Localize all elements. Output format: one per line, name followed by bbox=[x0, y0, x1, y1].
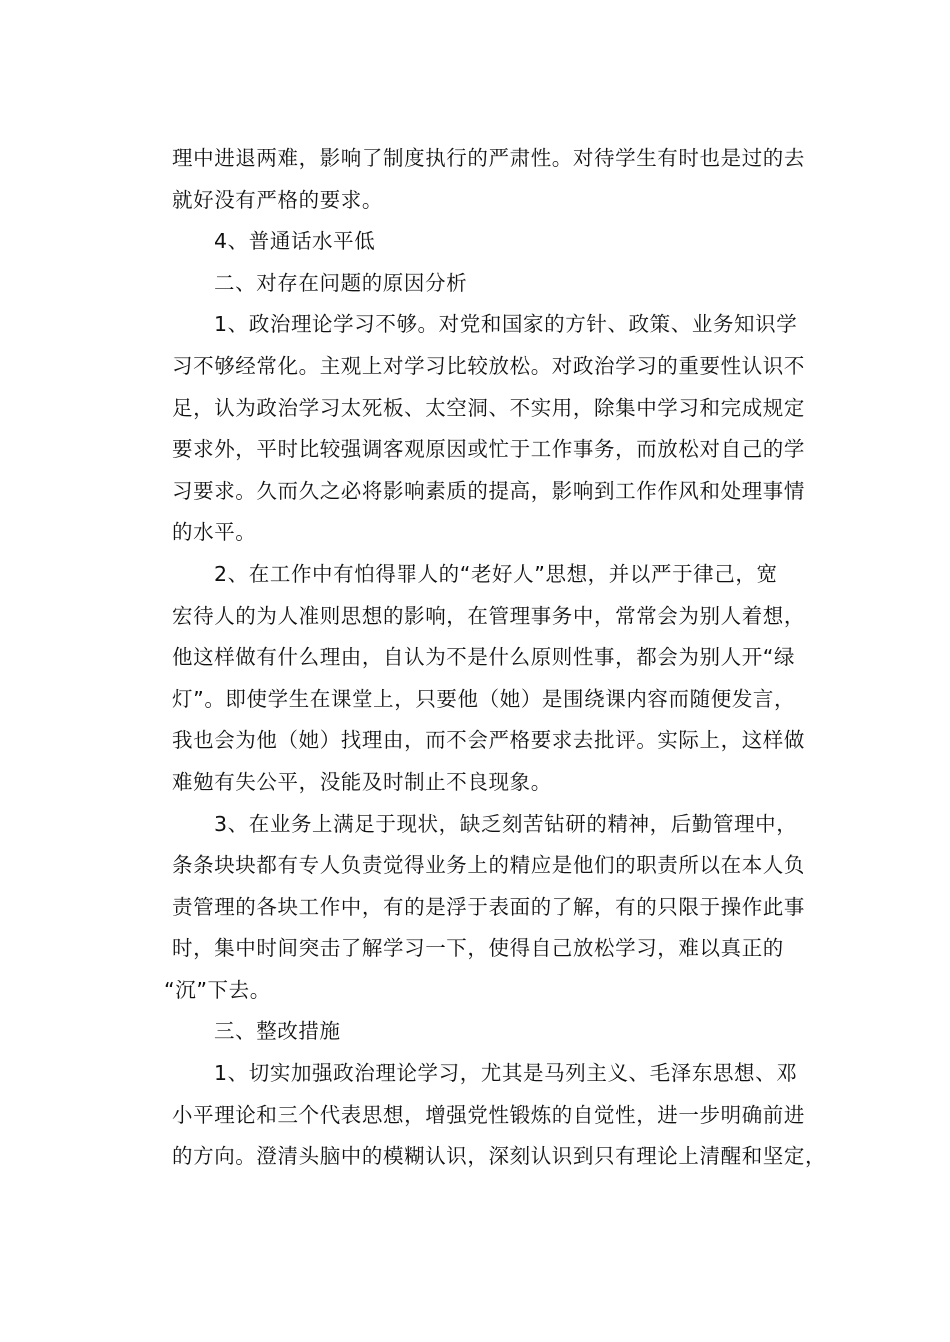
text-line: 要求外，平时比较强调客观原因或忙于工作事务，而放松对自己的学 bbox=[172, 437, 805, 462]
text-line: 足，认为政治学习太死板、太空洞、不实用，除集中学习和完成规定 bbox=[172, 395, 805, 420]
paragraph-start: 2、在工作中有怕得罪人的“老好人”思想，并以严于律己，宽 bbox=[214, 561, 778, 586]
paragraph-start: 1、切实加强政治理论学习，尤其是马列主义、毛泽东思想、邓 bbox=[214, 1061, 798, 1086]
text-line: 条条块块都有专人负责觉得业务上的精应是他们的职责所以在本人负 bbox=[172, 853, 805, 878]
text-line: “沉”下去。 bbox=[164, 977, 271, 1002]
paragraph-start: 3、在业务上满足于现状，缺乏刻苦钻研的精神，后勤管理中， bbox=[214, 811, 798, 836]
text-line: 习要求。久而久之必将影响素质的提高，影响到工作作风和处理事情 bbox=[172, 478, 805, 503]
text-line: 就好没有严格的要求。 bbox=[172, 187, 383, 212]
section-heading: 二、对存在问题的原因分析 bbox=[214, 270, 468, 295]
text-line: 责管理的各块工作中，有的是浮于表面的了解，有的只限于操作此事 bbox=[172, 894, 805, 919]
section-heading: 三、整改措施 bbox=[214, 1019, 341, 1044]
text-line: 时，集中时间突击了解学习一下，使得自己放松学习，难以真正的 bbox=[172, 936, 784, 961]
paragraph-start: 1、政治理论学习不够。对党和国家的方针、政策、业务知识学 bbox=[214, 312, 798, 337]
text-line: 的水平。 bbox=[172, 520, 257, 545]
text-line: 我也会为他（她）找理由，而不会严格要求去批评。实际上，这样做 bbox=[172, 728, 805, 753]
text-line: 习不够经常化。主观上对学习比较放松。对政治学习的重要性认识不 bbox=[172, 353, 805, 378]
text-line: 理中进退两难，影响了制度执行的严肃性。对待学生有时也是过的去 bbox=[172, 146, 805, 170]
text-line: 灯”。即使学生在课堂上，只要他（她）是围绕课内容而随便发言， bbox=[172, 686, 796, 711]
text-line: 难勉有失公平，没能及时制止不良现象。 bbox=[172, 769, 552, 794]
text-line: 宏待人的为人准则思想的影响，在管理事务中，常常会为别人着想， bbox=[172, 603, 805, 628]
text-line: 的方向。澄清头脑中的模糊认识，深刻认识到只有理论上清醒和坚定， bbox=[172, 1144, 827, 1169]
document-body bbox=[164, 138, 838, 1178]
list-item: 4、普通话水平低 bbox=[214, 229, 376, 254]
text-line: 他这样做有什么理由，自认为不是什么原则性事，都会为别人开“绿 bbox=[172, 645, 796, 670]
text-line: 小平理论和三个代表思想，增强党性锻炼的自觉性，进一步明确前进 bbox=[172, 1102, 805, 1127]
